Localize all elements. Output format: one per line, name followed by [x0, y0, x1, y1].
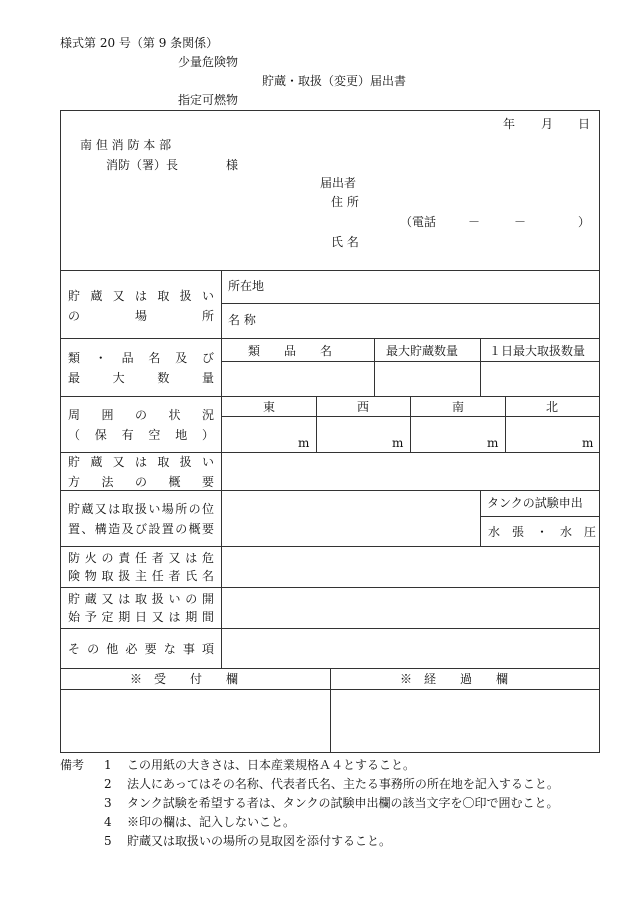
items-header-max-daily: １日最大取扱数量 [489, 344, 586, 358]
direction-west: 西 [357, 400, 370, 414]
direction-east: 東 [263, 400, 276, 414]
tank-test-options: 水 張 ・ 水 圧 [488, 525, 597, 539]
date-day: 日 [578, 117, 591, 131]
note-text: この用紙の大きさは、日本産業規格Ａ４とすること。 [127, 758, 416, 772]
title-upper: 少量危険物 [178, 55, 239, 69]
items-header-category: 類 品 名 [248, 344, 333, 358]
applicant-label: 届出者 [320, 176, 357, 190]
method-label: 貯 蔵 又 は 取 扱 い 方 法 の 概 要 [68, 455, 214, 489]
addressee-org: 南 但 消 防 本 部 [80, 138, 172, 152]
direction-south: 南 [452, 400, 465, 414]
location-address-label: 所在地 [228, 279, 265, 293]
other-label: そ の 他 必 要 な 事 項 [68, 642, 214, 656]
notes-label: 備考 [60, 758, 85, 772]
manager-label: 防 火 の 責 任 者 又 は 危 険 物 取 扱 主 任 者 氏 名 [68, 551, 214, 583]
note-text: 貯蔵又は取扱いの場所の見取図を添付すること。 [127, 834, 392, 848]
progress-header: ※ 経 過 欄 [400, 672, 509, 686]
location-name-label: 名 称 [228, 313, 256, 327]
applicant-phone-dash: － [514, 215, 527, 229]
items-header-max-storage: 最大貯蔵数量 [386, 344, 459, 358]
direction-north: 北 [546, 400, 559, 414]
note-text: 法人にあってはその名称、代表者氏名、主たる事務所の所在地を記入すること。 [127, 777, 559, 791]
tank-test-label: タンクの試験申出 [487, 496, 583, 510]
addressee-honorific: 様 [226, 158, 239, 172]
unit-m: m [582, 436, 594, 450]
surroundings-label: 周 囲 の 状 況 （ 保 有 空 地 ） [68, 408, 214, 442]
note-number: 1 [104, 758, 112, 772]
form-number: 様式第 20 号（第 9 条関係） [60, 36, 219, 50]
note-number: 3 [104, 796, 112, 810]
unit-m: m [298, 436, 310, 450]
note-text: ※印の欄は、記入しないこと。 [127, 815, 296, 829]
items-label: 類 ・ 品 名 及 び 最 大 数 量 [68, 351, 214, 385]
unit-m: m [487, 436, 499, 450]
schedule-label: 貯 蔵 又 は 取 扱 い の 開 始 予 定 期 日 又 は 期 間 [68, 592, 214, 624]
addressee-chief: 消防（署）長 [106, 158, 179, 172]
applicant-phone-dash: － [468, 215, 481, 229]
note-number: 2 [104, 777, 112, 791]
applicant-address-label: 住 所 [331, 195, 359, 209]
reception-header: ※ 受 付 欄 [130, 672, 239, 686]
applicant-phone-close: ） [578, 215, 591, 229]
applicant-phone-label: （電話 [400, 215, 437, 229]
location-label: 貯 蔵 又 は 取 扱 い の 場 所 [68, 289, 214, 323]
title-lower: 指定可燃物 [178, 93, 239, 107]
applicant-name-label: 氏 名 [331, 235, 359, 249]
page-title: 貯蔵・取扱（変更）届出書 [262, 74, 407, 88]
structure-label: 貯蔵又は取扱い場所の位 置、構造及び設置の概要 [68, 502, 214, 536]
note-text: タンク試験を希望する者は、タンクの試験申出欄の該当文字を〇印で囲むこと。 [127, 796, 559, 810]
note-number: 5 [104, 834, 112, 848]
note-number: 4 [104, 815, 112, 829]
date-year: 年 [503, 117, 516, 131]
date-month: 月 [541, 117, 554, 131]
unit-m: m [392, 436, 404, 450]
